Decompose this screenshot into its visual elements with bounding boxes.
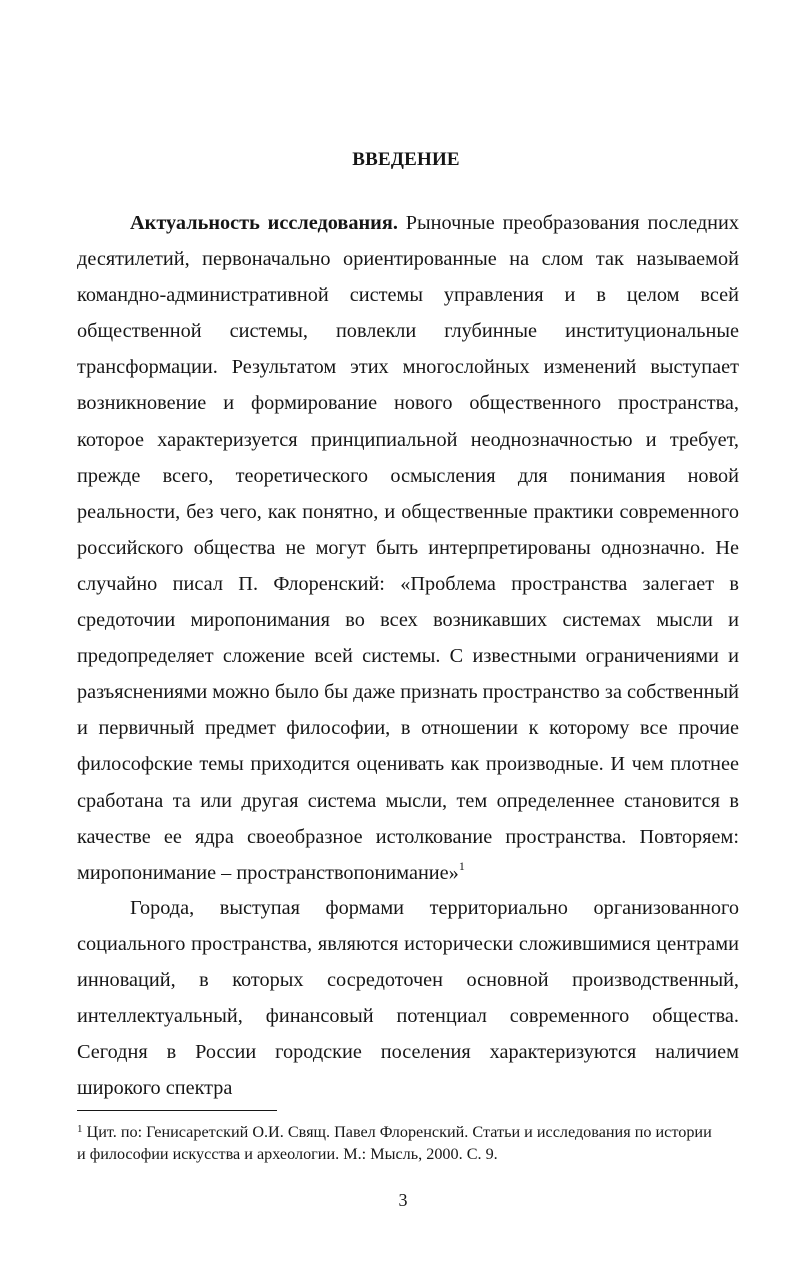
paragraph-relevance: [77, 205, 739, 891]
footnote-divider: [77, 1110, 277, 1111]
paragraph-lead: Актуальность исследования.: [130, 212, 398, 234]
footnote-number: 1: [77, 1123, 83, 1135]
footnote-reference[interactable]: 1: [458, 858, 465, 873]
page-number: 3: [398, 1190, 408, 1210]
footnote: [77, 1121, 717, 1165]
page-title: ВВЕДЕНИЕ: [352, 149, 460, 170]
footnote-text: Цит. по: Генисаретский О.И. Свящ. Павел Флоренский. Статьи и исследования по истории и философии искусства и археологии. М.: Мысль, 2000. С. 9.: [77, 1123, 712, 1163]
paragraph-cities: Города, выступая формами территориально организованного социального пространства, являются исторически сложившимися центрами инноваций, в которых сосредоточен основной производственный, интеллектуальный, финансовый потенциал современного общества. Сегодня в России городские поселения характеризуются наличием широкого спектра: [77, 897, 739, 1100]
paragraph-text: Рыночные преобразования последних десятилетий, первоначально ориентированные на слом так называемой командно-административной системы управления и в целом всей общественной системы, повлекли глубинные институциональные трансформации. Результатом этих многослойных изменений выступает возникновение и формирование нового общественного пространства, которое характеризуется принципиальной неоднозначностью и требует, прежде всего, теоретического осмысления для понимания новой реальности, без чего, как понятно, и общественные практики современного российского общества не могут быть интерпретированы однозначно. Не случайно писал П. Флоренский: «Проблема пространства залегает в средоточии миропонимания во всех возникавших системах мысли и предопределяет сложение всей системы. С известными ограничениями и разъяснениями можно было бы даже признать пространство за собственный и первичный предмет философии, в отношении к которому все прочие философские темы приходится оценивать как производные. И чем плотнее сработана та или другая система мысли, тем определеннее становится в качестве ее ядра своеобразное истолкование пространства. Повторяем: миропонимание – пространствопонимание»: [77, 212, 739, 884]
